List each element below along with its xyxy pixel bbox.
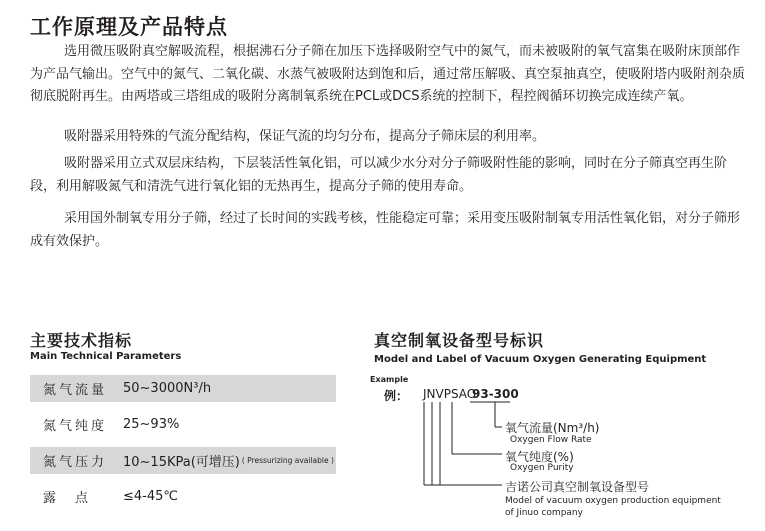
model-code-prefix: JNVPSAO [423,387,477,401]
label-purity-en: Oxygen Purity [510,463,574,473]
param-value: 25~93% [123,417,180,432]
param-row [30,375,336,402]
paragraph-airflow [30,126,752,149]
label-model-en: of Jinuo company [505,508,583,518]
model-label-diagram [370,372,750,527]
param-value: ≤4-45℃ [123,489,178,504]
param-value: 10~15KPa(可增压) [123,455,240,470]
label-model-en: Model of vacuum oxygen production equipment [505,496,721,506]
page-title: 工作原理及产品特点 [30,15,228,39]
param-row [30,483,336,510]
paragraph-bed-structure [30,153,752,198]
paragraph-principle [30,41,752,109]
params-title: 主要技术指标 [30,331,133,350]
example-label-en: Example [370,375,409,384]
model-title: 真空制氧设备型号标识 [374,331,545,350]
label-flow-rate-cn: 氧气流量(Nm³/h) [505,421,600,435]
params-subtitle: Main Technical Parameters [30,351,182,362]
paragraph-text: 选用微压吸附真空解吸流程，根据沸石分子筛在加压下选择吸附空气中的氮气，而未被吸附的氧气富集在吸附床顶部作为产品气输出。空气中的氮气、二氧化碳、水蒸气被吸附达到饱和后，通过常压解吸、真空泵抽真空，使吸附塔内吸附剂杂质彻底脱附再生。由两塔或三塔组成的吸附分离制氧系统在PCL或DCS系统的控制下，程控阀循环切换完成连续产氧。 [30,44,746,104]
param-row [30,411,336,438]
param-label: 氮气纯度 [43,419,108,434]
label-purity-cn: 氧气纯度(%) [505,450,574,464]
param-note: ( Pressurizing available ) [241,456,334,465]
example-label-cn: 例： [384,389,409,403]
model-code-suffix: 93-300 [472,387,519,401]
param-value: 50~3000N³/h [123,381,212,396]
label-model-cn: 吉诺公司真空制氧设备型号 [505,480,650,494]
paragraph-text: 吸附器采用特殊的气流分配结构，保证气流的均匀分布，提高分子筛床层的利用率。 [64,129,546,144]
param-label: 露 点 [43,491,92,506]
model-subtitle: Model and Label of Vacuum Oxygen Generating Equipment [374,354,707,365]
paragraph-text: 采用国外制氧专用分子筛，经过了长时间的实践考核，性能稳定可靠；采用变压吸附制氧专用活性氧化铝，对分子筛形成有效保护。 [30,211,741,249]
param-row [30,447,336,474]
param-label: 氮气流量 [43,383,108,398]
paragraph-text: 吸附器采用立式双层床结构，下层装活性氧化铝，可以减少水分对分子筛吸附性能的影响，同时在分子筛真空再生阶段，利用解吸氮气和清洗气进行氧化铝的无热再生，提高分子筛的使用寿命。 [30,156,728,194]
label-flow-rate-en: Oxygen Flow Rate [510,435,592,445]
params-table [30,375,336,519]
param-label: 氮气压力 [43,455,108,470]
paragraph-molecular-sieve [30,208,752,253]
